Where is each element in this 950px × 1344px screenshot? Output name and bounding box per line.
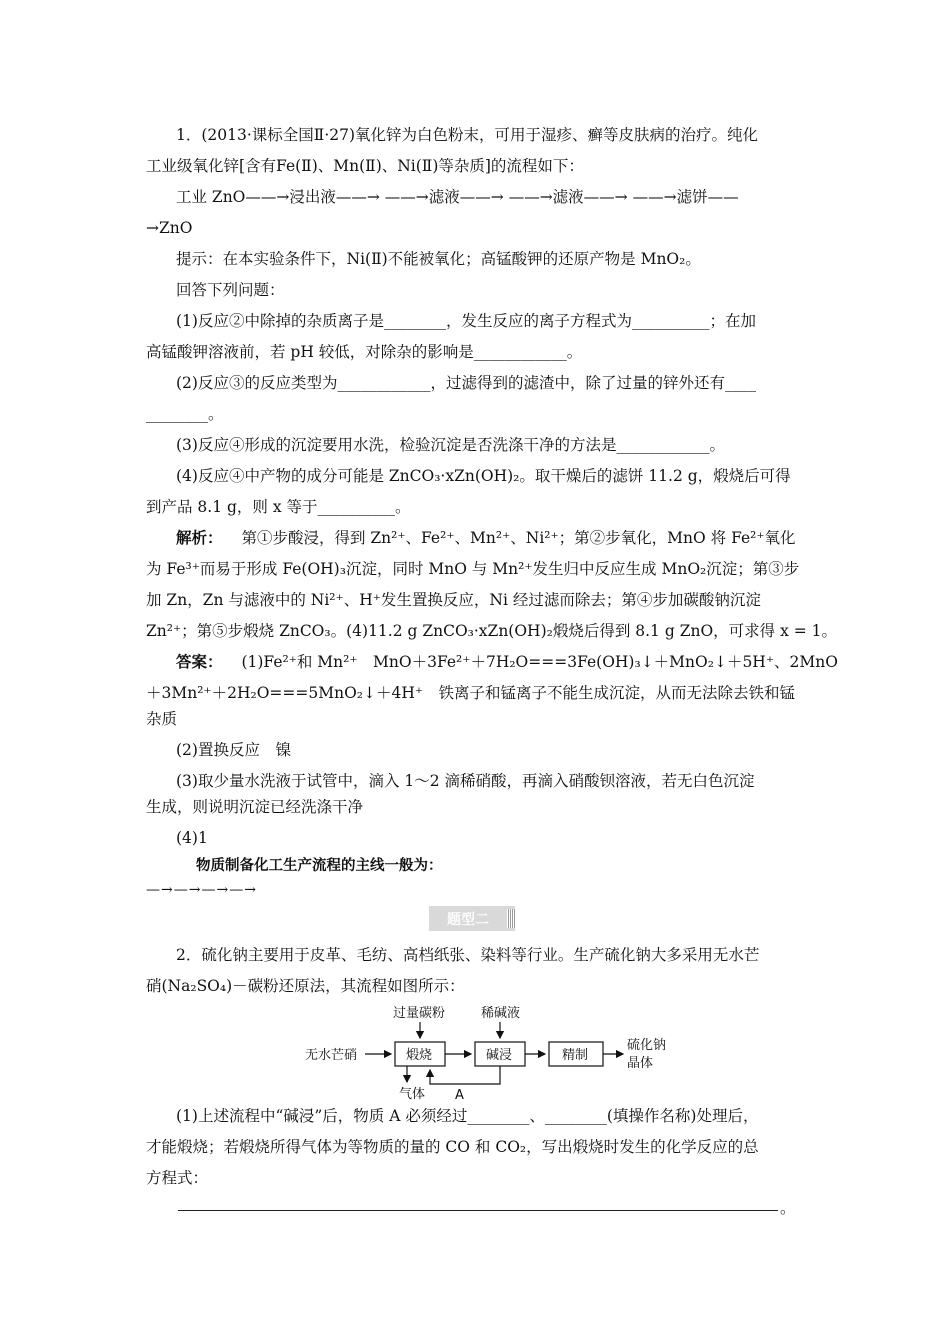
section-tag (429, 906, 519, 931)
flow-output-label-2: 晶体 (627, 1056, 654, 1071)
q2-stem-line2: 硝(Na₂SO₄)－碳粉还原法，其流程如图所示： (146, 977, 465, 995)
analysis-line1 (176, 528, 796, 548)
q1-hint: 提示：在本实验条件下，Ni(Ⅱ)不能被氧化；高锰酸钾的还原产物是 MnO₂。 (176, 250, 701, 268)
q1-part4-line1: (4)反应④中产物的成分可能是 ZnCO₃·xZn(OH)₂。取干燥后的滤饼 11.2 g，煅烧后可得 (176, 467, 791, 485)
answer-line5: (3)取少量水洗液于试管中，滴入 1～2 滴稀硝酸，再滴入硝酸钡溶液，若无白色沉淀 (176, 772, 755, 790)
flow-top-label-carbon: 过量碳粉 (393, 1006, 446, 1021)
summary-arrows: —→—→—→—→ (146, 882, 257, 898)
flow-input-label: 无水芒硝 (305, 1048, 358, 1063)
answer-line2: ＋3Mn²⁺＋2H₂O===5MnO₂↓＋4H⁺ 铁离子和锰离子不能生成沉淀，从而无法除去铁和锰 (146, 684, 796, 702)
q2-stem-line1: 2．硫化钠主要用于皮革、毛纺、高档纸张、染料等行业。生产硫化钠大多采用无水芒 (176, 946, 760, 964)
q1-part2-line2: ________。 (146, 405, 224, 423)
q1-answer-prompt: 回答下列问题： (176, 281, 285, 299)
flow-arrow-recycle-a (430, 1066, 500, 1084)
q1-part3: (3)反应④形成的沉淀要用水洗，检验沉淀是否洗涤干净的方法是____________。 (176, 436, 725, 454)
q2-part1-line2: 才能煅烧；若煅烧所得气体为等物质的量的 CO 和 CO₂，写出煅烧时发生的化学反应的总 (146, 1138, 759, 1156)
q1-flow-line1: 工业 ZnO——→浸出液——→ ——→滤液——→ ——→滤液——→ ——→滤饼—— (176, 188, 739, 206)
section-tag-stripes (507, 909, 515, 928)
answer-line1 (176, 652, 838, 672)
q2-part1-line3: 方程式： (146, 1169, 209, 1187)
q1-part2-line1: (2)反应③的反应类型为____________，过滤得到的滤渣中，除了过量的锌外还有____ (176, 374, 756, 392)
flow-a-label: A (455, 1088, 464, 1100)
q1-stem-line1: 1．(2013·课标全国Ⅱ·27)氧化锌为白色粉末，可用于湿疹、癣等皮肤病的治疗。纯化 (176, 126, 759, 144)
q1-part1-line2: 高锰酸钾溶液前，若 pH 较低，对除杂的影响是____________。 (146, 343, 583, 361)
flow-output-label-1: 硫化钠 (627, 1038, 667, 1053)
flow-box-calcine-label: 煅烧 (406, 1048, 433, 1063)
flow-top-label-lye: 稀碱液 (481, 1006, 521, 1021)
answer-blank-line (178, 1210, 778, 1211)
analysis-line4: Zn²⁺；第⑤步煅烧 ZnCO₃。(4)11.2 g ZnCO₃·xZn(OH)₂煅烧后得到 8.1 g ZnO，可求得 x = 1。 (146, 622, 838, 640)
q1-part1-line1: (1)反应②中除掉的杂质离子是________，发生反应的离子方程式为__________；在加 (176, 312, 756, 330)
summary-title: 物质制备化工生产流程的主线一般为： (196, 858, 443, 874)
answer-line7: (4)1 (176, 829, 208, 847)
answer-text: (1)Fe²⁺和 Mn²⁺ MnO＋3Fe²⁺＋7H₂O===3Fe(OH)₃↓＋MnO₂↓＋5H⁺、2MnO (241, 653, 838, 671)
q1-flow-line2: →ZnO (146, 219, 193, 237)
analysis-line2: 为 Fe³⁺而易于形成 Fe(OH)₃沉淀，同时 MnO 与 Mn²⁺发生归中反应生成 MnO₂沉淀；第③步 (146, 560, 800, 578)
flow-box-refine-label: 精制 (562, 1048, 589, 1063)
answer-line3: 杂质 (146, 710, 178, 728)
answer-label: 答案： (176, 652, 223, 671)
flow-gas-label: 气体 (399, 1087, 426, 1100)
q1-part4-line2: 到产品 8.1 g，则 x 等于__________。 (146, 498, 411, 516)
process-flow-diagram (305, 1004, 685, 1100)
q1-stem-line2: 工业级氧化锌[含有Fe(Ⅱ)、Mn(Ⅱ)、Ni(Ⅱ)等杂质]的流程如下： (146, 157, 584, 175)
analysis-label: 解析： (176, 528, 223, 547)
section-tag-label: 题型二 (447, 912, 489, 928)
answer-line4: (2)置换反应 镍 (176, 741, 291, 759)
flow-box-alkali-leach-label: 碱浸 (486, 1048, 513, 1063)
analysis-line3: 加 Zn，Zn 与滤液中的 Ni²⁺、H⁺发生置换反应，Ni 经过滤而除去；第④步加碳酸钠沉淀 (146, 591, 761, 609)
answer-blank-end: 。 (780, 1199, 796, 1217)
q2-part1-line1: (1)上述流程中“碱浸”后，物质 A 必须经过________、________(填操作名称)处理后， (176, 1107, 759, 1125)
answer-line6: 生成，则说明沉淀已经洗涤干净 (146, 798, 364, 816)
analysis-text: 第①步酸浸，得到 Zn²⁺、Fe²⁺、Mn²⁺、Ni²⁺；第②步氧化，MnO 将 Fe²⁺氧化 (241, 529, 796, 547)
